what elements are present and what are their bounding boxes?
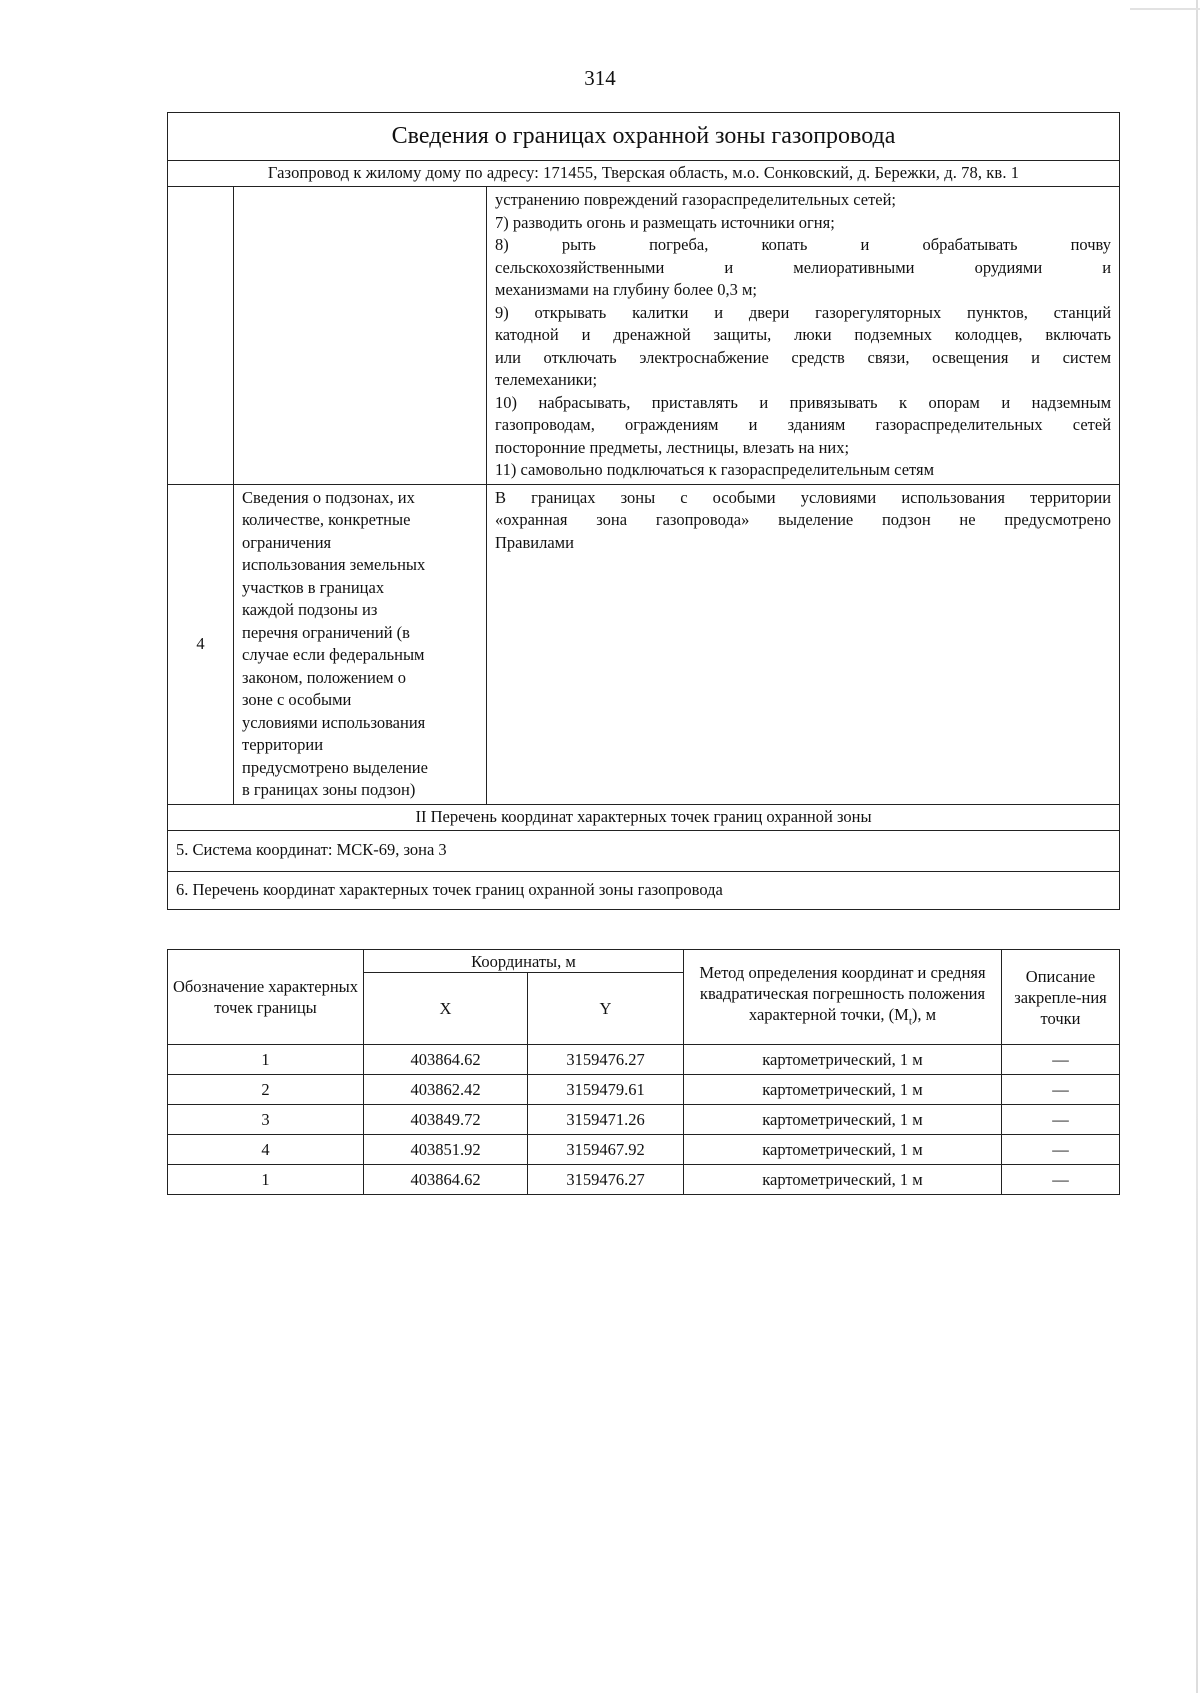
header-row-1	[168, 950, 1120, 973]
cell-y: 3159467.92	[528, 1135, 684, 1165]
text-line: 10) набрасывать, приставлять и привязывать к опорам и надземным	[495, 392, 1112, 412]
cell-method: картометрический, 1 м	[684, 1045, 1002, 1075]
cell-description: —	[1002, 1045, 1120, 1075]
subzones-value	[487, 484, 1120, 804]
label-line: в границах зоны подзон)	[242, 780, 416, 799]
restrictions-continued-row	[168, 187, 1120, 485]
zone-info-table	[167, 112, 1120, 910]
scan-edge-mark	[1196, 0, 1198, 1693]
header-method: Метод определения координат и средняя квадратическая погрешность положения характерной точки, $(M_t)$, м	[684, 950, 1002, 1045]
cell-x: 403849.72	[364, 1105, 528, 1135]
restrictions-text	[487, 187, 1120, 485]
label-line: участков в границах	[242, 577, 385, 597]
coord-list-title-row	[168, 871, 1120, 909]
title-row	[168, 113, 1120, 161]
text-line: катодной и дренажной защиты, люки подземных колодцев, включать	[495, 325, 1112, 344]
scan-top-mark	[1130, 8, 1200, 10]
value-line: В границах зоны с особыми условиями использования территории	[495, 487, 1112, 507]
label-line: ограничения	[242, 532, 332, 552]
label-line: использования земельных	[242, 555, 426, 574]
label-line: территории	[242, 735, 324, 754]
table-row	[168, 1045, 1120, 1075]
cell-method: картометрический, 1 м	[684, 1105, 1002, 1135]
address-line: Газопровод к жилому дому по адресу: 171455, Тверская область, м.о. Сонковский, д. Бережки, д. 78, кв. 1	[168, 161, 1120, 187]
coord-list-title: 6. Перечень координат характерных точек границ охранной зоны газопровода	[168, 871, 1120, 909]
text-line: газопроводам, ограждениям и зданиям газораспределительных сетей	[495, 415, 1112, 434]
coordinates-table	[167, 949, 1120, 1195]
coord-system-row	[168, 830, 1120, 871]
text-line: сельскохозяйственными и мелиоративными орудиями и	[495, 257, 1112, 277]
value-line: «охранная зона газопровода» выделение подзон не предусмотрено	[495, 510, 1112, 529]
cell-point: 2	[168, 1075, 364, 1105]
subzones-row	[168, 484, 1120, 804]
cell-method: картометрический, 1 м	[684, 1165, 1002, 1195]
label-line: перечня ограничений (в	[242, 622, 410, 642]
text-line: 8) рыть погреба, копать и обрабатывать почву	[495, 235, 1112, 254]
section-heading: II Перечень координат характерных точек границ охранной зоны	[168, 804, 1120, 830]
header-point: Обозначение характерных точек границы	[168, 950, 364, 1045]
cell-point: 1	[168, 1165, 364, 1195]
cell-point: 1	[168, 1045, 364, 1075]
text-line: 9) открывать калитки и двери газорегуляторных пунктов, станций	[495, 302, 1112, 322]
coord-system: 5. Система координат: МСК-69, зона 3	[168, 830, 1120, 871]
header-x: X	[364, 973, 528, 1045]
table-row	[168, 1075, 1120, 1105]
cell-description: —	[1002, 1075, 1120, 1105]
header-description: Описание закрепле-ния точки	[1002, 950, 1120, 1045]
label-line: Сведения о подзонах, их	[242, 487, 415, 507]
section-heading-row	[168, 804, 1120, 830]
cell-method: картометрический, 1 м	[684, 1135, 1002, 1165]
row-number	[168, 187, 234, 485]
page-number: 314	[584, 66, 616, 90]
text-line: телемеханики;	[495, 370, 598, 389]
text-line: устранению повреждений газораспределительных сетей;	[495, 190, 897, 209]
label-line: предусмотрено выделение	[242, 757, 428, 777]
text-line: 11) самовольно подключаться к газораспределительным сетям	[495, 460, 935, 479]
address-row	[168, 161, 1120, 187]
table-row	[168, 1135, 1120, 1165]
text-line: посторонние предметы, лестницы, влезать на них;	[495, 437, 850, 457]
cell-y: 3159476.27	[528, 1165, 684, 1195]
table-row	[168, 1165, 1120, 1195]
cell-y: 3159479.61	[528, 1075, 684, 1105]
label-line: каждой подзоны из	[242, 600, 378, 619]
label-line: условиями использования	[242, 712, 426, 732]
cell-x: 403862.42	[364, 1075, 528, 1105]
text-line: или отключать электроснабжение средств связи, освещения и систем	[495, 347, 1112, 367]
header-coordinates: Координаты, м	[364, 950, 684, 973]
cell-description: —	[1002, 1165, 1120, 1195]
value-line: Правилами	[495, 532, 574, 552]
label-line: законом, положением о	[242, 667, 406, 687]
subzones-label	[234, 484, 487, 804]
text-line: механизмами на глубину более 0,3 м;	[495, 280, 758, 299]
cell-description: —	[1002, 1105, 1120, 1135]
label-line: зоне с особыми	[242, 690, 352, 709]
row-number: 4	[168, 484, 234, 804]
label-line: случае если федеральным	[242, 645, 425, 664]
document-title: Сведения о границах охранной зоны газопровода	[168, 113, 1120, 161]
cell-point: 4	[168, 1135, 364, 1165]
cell-y: 3159471.26	[528, 1105, 684, 1135]
cell-x: 403864.62	[364, 1165, 528, 1195]
row-label-empty	[234, 187, 487, 485]
header-y: Y	[528, 973, 684, 1045]
cell-method: картометрический, 1 м	[684, 1075, 1002, 1105]
cell-description: —	[1002, 1135, 1120, 1165]
cell-y: 3159476.27	[528, 1045, 684, 1075]
table-row	[168, 1105, 1120, 1135]
label-line: количестве, конкретные	[242, 510, 411, 529]
cell-x: 403851.92	[364, 1135, 528, 1165]
cell-x: 403864.62	[364, 1045, 528, 1075]
text-line: 7) разводить огонь и размещать источники огня;	[495, 212, 835, 232]
cell-point: 3	[168, 1105, 364, 1135]
